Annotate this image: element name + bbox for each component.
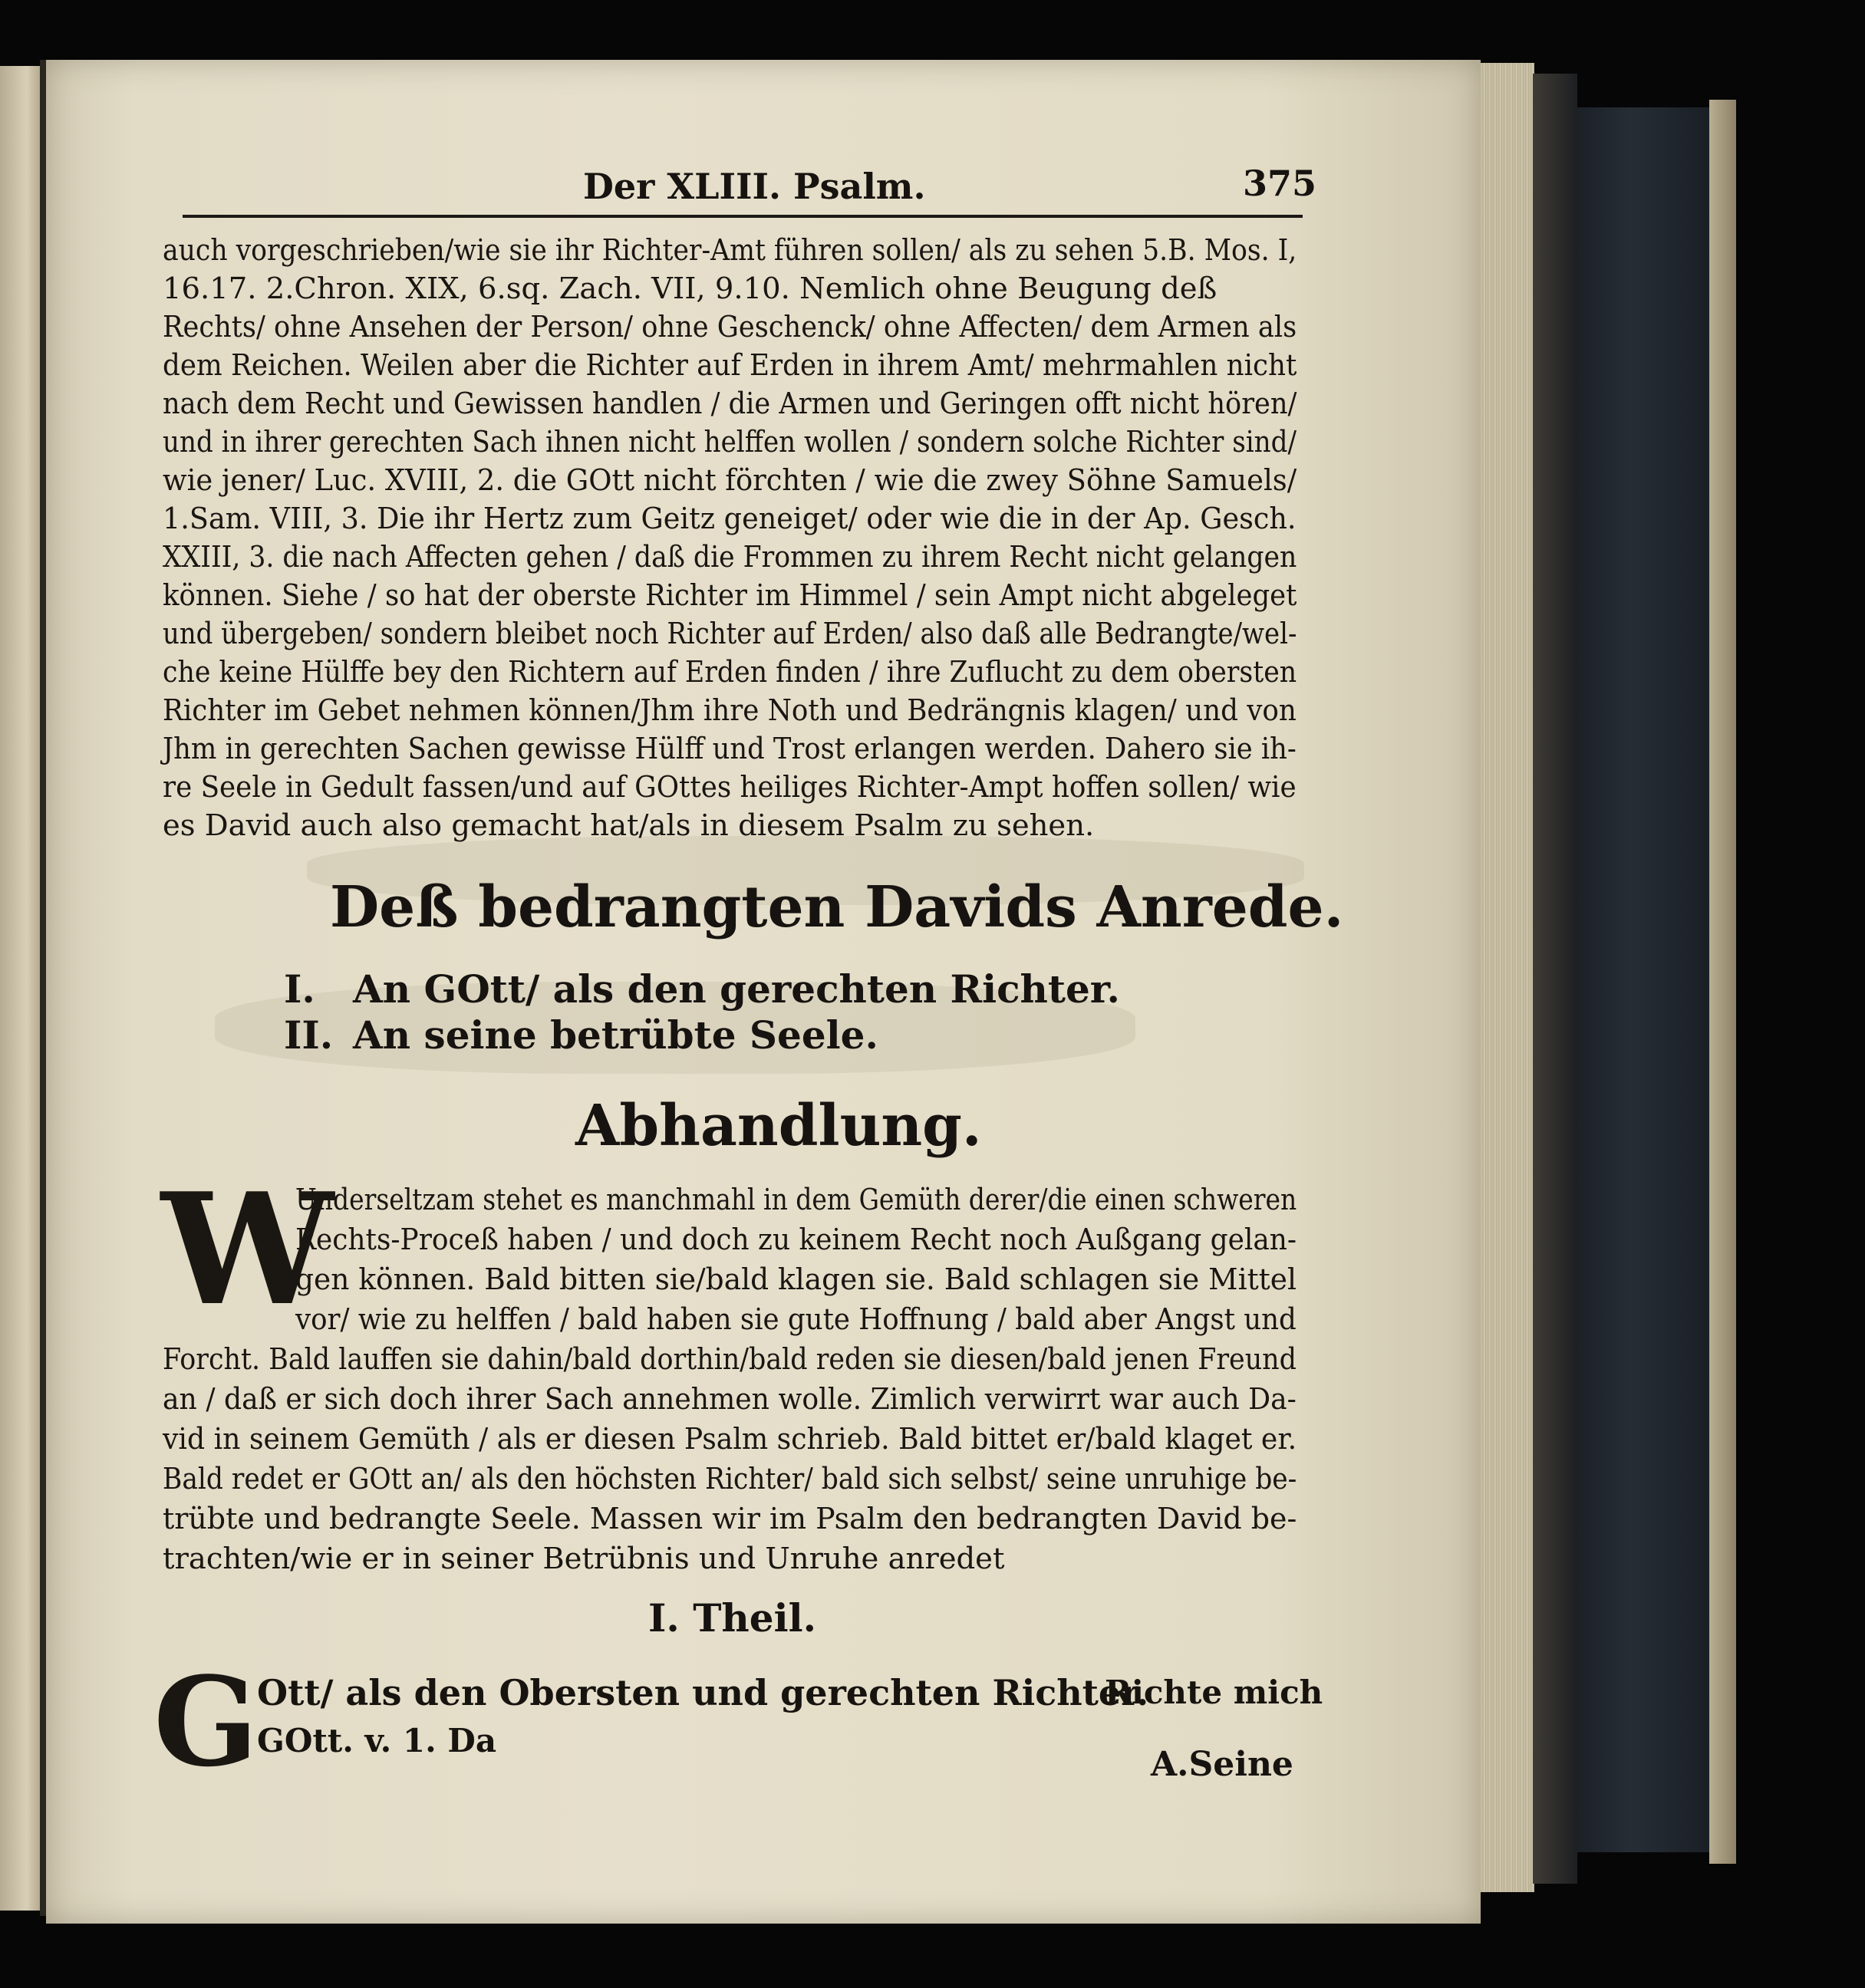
- intro-line: es David auch also gemacht hat/als in diesem Psalm zu sehen.: [163, 808, 1095, 843]
- intro-line: können. Siehe / so hat der oberste Richter im Himmel / sein Ampt nicht abgeleget: [163, 578, 1297, 613]
- body-line: Bald redet er GOtt an/ als den höchsten Richter/ bald sich selbst/ seine unruhige be-: [163, 1462, 1297, 1496]
- intro-line: re Seele in Gedult fassen/und auf GOttes heiliges Richter-Ampt hoffen sollen/ wie: [163, 770, 1297, 805]
- intro-line: 1.Sam. VIII, 3. Die ihr Hertz zum Geitz geneiget/ oder wie die in der Ap. Gesch.: [163, 502, 1297, 536]
- intro-line: wie jener/ Luc. XVIII, 2. die GOtt nicht förchten / wie die zwey Söhne Samuels/: [163, 463, 1297, 498]
- body-line: gen können. Bald bitten sie/bald klagen sie. Bald schlagen sie Mittel: [295, 1262, 1297, 1297]
- section-heading: Deß bedrangten Davids Anrede.: [330, 874, 1344, 940]
- running-head: Der XLIII. Psalm.: [583, 166, 926, 207]
- body-line: Forcht. Bald lauffen sie dahin/bald dorthin/bald reden sie diesen/bald jenen Freund: [163, 1342, 1297, 1377]
- part-opening-line: Ott/ als den Obersten und gerechten Richter.: [257, 1672, 1149, 1713]
- header-rule: [183, 215, 1303, 218]
- division-item: [284, 966, 1120, 1012]
- back-cover-edge: [1709, 100, 1736, 1864]
- intro-line: XXIII, 3. die nach Affecten gehen / daß die Frommen zu ihrem Recht nicht gelangen: [163, 540, 1297, 574]
- division-item: [284, 1012, 878, 1058]
- intro-line: auch vorgeschrieben/wie sie ihr Richter-Amt führen sollen/ als zu sehen 5.B. Mos. I,: [163, 233, 1297, 268]
- division-number: I.: [284, 966, 315, 1012]
- intro-line: Rechts/ ohne Ansehen der Person/ ohne Geschenck/ ohne Affecten/ dem Armen als: [163, 310, 1297, 344]
- intro-line: 16.17. 2.Chron. XIX, 6.sq. Zach. VII, 9.10. Nemlich ohne Beugung deß: [163, 272, 1218, 306]
- intro-line: dem Reichen. Weilen aber die Richter auf Erden in ihrem Amt/ mehrmahlen nicht: [163, 348, 1297, 383]
- verse-reference: GOtt. v. 1. Da: [257, 1722, 497, 1759]
- body-line: vid in seinem Gemüth / als er diesen Psalm schrieb. Bald bittet er/bald klaget er.: [163, 1422, 1297, 1456]
- catchword: A.Seine: [1151, 1745, 1293, 1784]
- abhandlung-heading: Abhandlung.: [575, 1093, 982, 1159]
- verse-start: Richte mich: [1105, 1674, 1323, 1711]
- body-line: Rechts-Proceß haben / und doch zu keinem Recht noch Außgang gelan-: [295, 1223, 1297, 1257]
- body-line: vor/ wie zu helffen / bald haben sie gute Hoffnung / bald aber Angst und: [295, 1302, 1297, 1337]
- page-block-edges: [1481, 63, 1534, 1892]
- ornamental-initial: G: [153, 1650, 259, 1794]
- body-line: Underseltzam stehet es manchmahl in dem Gemüth derer/die einen schweren: [295, 1183, 1297, 1217]
- left-page-edge: [0, 66, 44, 1911]
- book-block-fore-edge: [1577, 107, 1712, 1852]
- cover-spine-edge: [1533, 74, 1577, 1884]
- intro-line: Richter im Gebet nehmen können/Jhm ihre Noth und Bedrängnis klagen/ und von: [163, 693, 1297, 728]
- body-line: an / daß er sich doch ihrer Sach annehmen wolle. Zimlich verwirrt war auch Da-: [163, 1382, 1297, 1417]
- body-line: trachten/wie er in seiner Betrübnis und Unruhe anredet: [163, 1542, 1005, 1576]
- intro-line: che keine Hülffe bey den Richtern auf Erden finden / ihre Zuflucht zu dem obersten: [163, 655, 1297, 690]
- part-heading: I. Theil.: [648, 1595, 816, 1641]
- intro-line: und in ihrer gerechten Sach ihnen nicht helffen wollen / sondern solche Richter sind/: [163, 425, 1297, 459]
- intro-line: Jhm in gerechten Sachen gewisse Hülff und Trost erlangen werden. Dahero sie ih-: [163, 732, 1297, 766]
- body-line: trübte und bedrangte Seele. Massen wir im Psalm den bedrangten David be-: [163, 1502, 1297, 1536]
- division-text: An seine betrübte Seele.: [353, 1012, 878, 1058]
- page-number: 375: [1243, 163, 1317, 204]
- ornamental-initial: W: [161, 1160, 334, 1340]
- intro-line: nach dem Recht und Gewissen handlen / die Armen und Geringen offt nicht hören/: [163, 387, 1297, 421]
- division-number: II.: [284, 1012, 334, 1058]
- intro-line: und übergeben/ sondern bleibet noch Richter auf Erden/ also daß alle Bedrangte/wel-: [163, 617, 1297, 651]
- division-text: An GOtt/ als den gerechten Richter.: [353, 966, 1120, 1012]
